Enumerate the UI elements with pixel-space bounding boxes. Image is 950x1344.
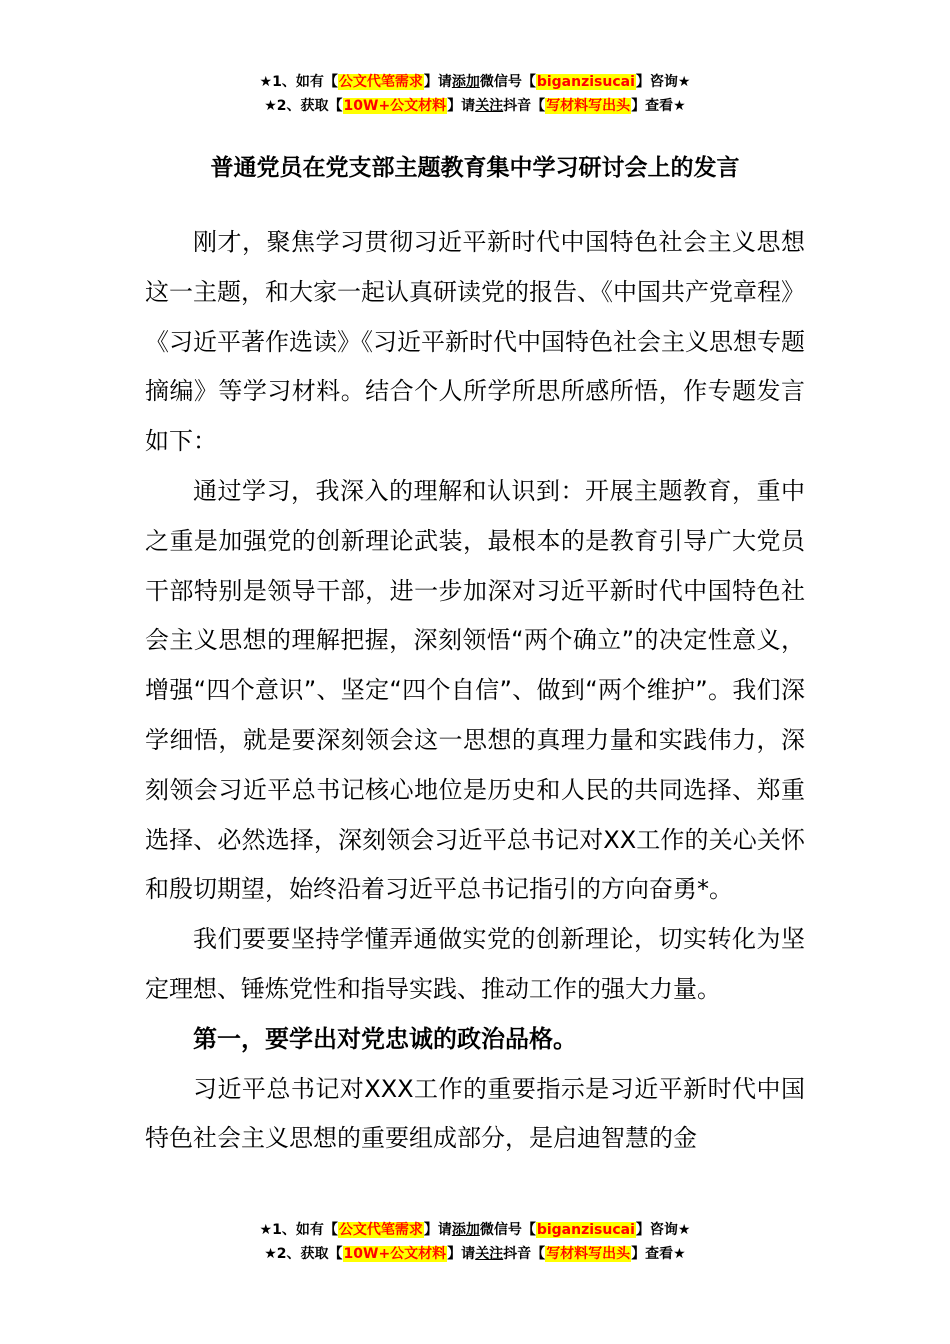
- underlined-word: 关注: [475, 98, 504, 114]
- banner-text: 】查看★: [631, 98, 686, 114]
- header-banner: [0, 70, 950, 118]
- paragraph: 习近平总书记对XXX工作的重要指示是习近平新时代中国特色社会主义思想的重要组成部分，是启迪智慧的金: [145, 1074, 805, 1153]
- banner-text: 微信号【: [479, 1222, 536, 1238]
- banner-text: 】请: [423, 1222, 452, 1238]
- paragraph: 通过学习，我深入的理解和认识到：开展主题教育，重中之重是加强党的创新理论武装，最根本的是教育引导广大党员干部特别是领导干部，进一步加深对习近平新时代中国特色社会主义思想的理解把握，深刻领悟“两个确立”的决定性意义，增强“四个意识”、坚定“四个自信”、做到“两个维护”。我们深学细悟，就是要深刻领会这一思想的真理力量和实践伟力，深刻领会习近平总书记核心地位是历史和人民的共同选择、郑重选择、必然选择，深刻领会习近平总书记对XX工作的关心关怀和殷切期望，始终沿着习近平总书记指引的方向奋勇*。: [145, 476, 805, 904]
- highlight-wechat-id: biganzisucai: [536, 74, 635, 90]
- underlined-word: 添加: [451, 74, 480, 90]
- banner-text: 】查看★: [631, 1246, 686, 1262]
- banner-line-2: [0, 1242, 950, 1266]
- banner-text: 】咨询★: [635, 1222, 691, 1238]
- highlight-douyin: 写材料写出头: [546, 98, 631, 114]
- underlined-word: 添加: [451, 1222, 480, 1238]
- banner-text: ★1、如有【: [259, 1222, 338, 1238]
- banner-text: ★2、获取【: [264, 1246, 343, 1262]
- banner-line-2: [0, 94, 950, 118]
- highlight-service: 公文代笔需求: [338, 1222, 423, 1238]
- banner-text: ★1、如有【: [259, 74, 338, 90]
- highlight-wechat-id: biganzisucai: [536, 1222, 635, 1238]
- banner-text: 】请: [447, 1246, 476, 1262]
- highlight-douyin: 写材料写出头: [546, 1246, 631, 1262]
- banner-text: 】咨询★: [635, 74, 691, 90]
- underlined-word: 关注: [475, 1246, 504, 1262]
- banner-text: 抖音【: [503, 1246, 546, 1262]
- document-body: [145, 218, 805, 1164]
- paragraph: 我们要要坚持学懂弄通做实党的创新理论，切实转化为坚定理想、锤炼党性和指导实践、推动工作的强大力量。: [145, 925, 805, 1003]
- banner-text: ★2、获取【: [264, 98, 343, 114]
- highlight-service: 公文代笔需求: [338, 74, 423, 90]
- banner-text: 微信号【: [479, 74, 536, 90]
- section-heading: 第一，要学出对党忠诚的政治品格。: [193, 1024, 577, 1053]
- paragraph: 刚才，聚焦学习贯彻习近平新时代中国特色社会主义思想这一主题，和大家一起认真研读党的报告、《中国共产党章程》《习近平著作选读》《习近平新时代中国特色社会主义思想专题摘编》等学习材料。结合个人所学所思所感所悟，作专题发言如下：: [145, 228, 805, 456]
- banner-text: 】请: [447, 98, 476, 114]
- banner-text: 抖音【: [503, 98, 546, 114]
- highlight-materials: 10W+公文材料: [343, 1246, 447, 1262]
- footer-banner: [0, 1218, 950, 1266]
- highlight-materials: 10W+公文材料: [343, 98, 447, 114]
- banner-text: 】请: [423, 74, 452, 90]
- banner-line-1: [0, 70, 950, 94]
- banner-line-1: [0, 1218, 950, 1242]
- document-title: 普通党员在党支部主题教育集中学习研讨会上的发言: [210, 155, 740, 181]
